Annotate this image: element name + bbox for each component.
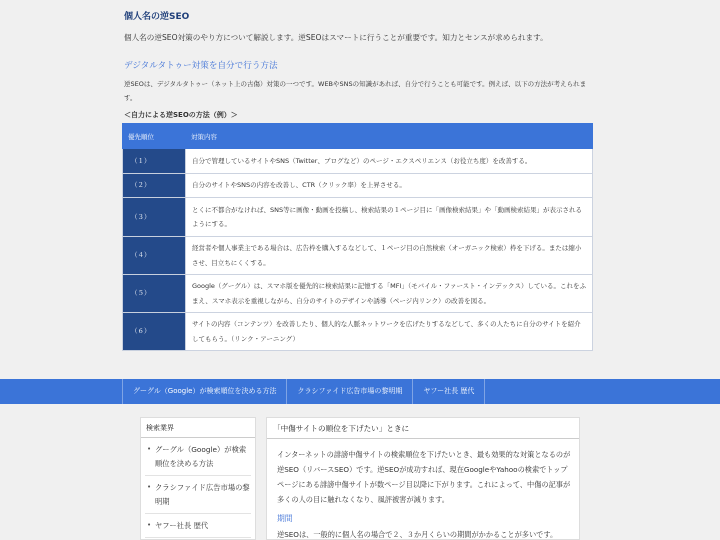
- nav-link-google-ranking[interactable]: グーグル（Google）が検索順位を決める方法: [122, 379, 287, 404]
- table-row: [123, 275, 593, 313]
- nav-link-yahoo-presidents[interactable]: ヤフー社長 歴代: [413, 379, 485, 404]
- header-content: 対策内容: [186, 124, 593, 149]
- table-header-row: [123, 124, 593, 149]
- methods-table: [122, 123, 593, 351]
- content-cell: とくに不都合がなければ、SNS等に画像・動画を投稿し、検索結果の１ページ目に「画像検索結果」や「動画検索結果」が表示されるようにする。: [186, 198, 593, 237]
- sidebar: [140, 417, 256, 540]
- content-text-period: 逆SEOは、一般的に個人名の場合で２、３か月くらいの期間がかかることが多いです。: [277, 530, 558, 539]
- table-row: [123, 313, 593, 351]
- sidebar-title: 検索業界: [141, 418, 255, 438]
- table-caption: ＜自力による逆SEOの方法（例）＞: [124, 111, 238, 119]
- article: [122, 0, 596, 351]
- content-subheading: 期間: [277, 514, 293, 523]
- nav-bar: [0, 379, 720, 404]
- content-cell: 自分のサイトやSNSの内容を改善し、CTR（クリック率）を上昇させる。: [186, 174, 593, 198]
- sidebar-item-yahoo-presidents[interactable]: • ヤフー社長 歴代: [145, 514, 251, 538]
- sidebar-item-google-ranking[interactable]: • グーグル（Google）が検索順位を決める方法: [145, 438, 251, 476]
- sidebar-list: [141, 438, 255, 538]
- sidebar-item-classified-ads[interactable]: • クラシファイド広告市場の黎明期: [145, 476, 251, 514]
- section-text: 逆SEOは、デジタルタトゥー（ネット上の古傷）対策の一つです。WEBやSNSの知識があれば、自分で行うことも可能です。例えば、以下の方法が考えられます。: [124, 80, 587, 102]
- rank-cell: （１）: [123, 149, 186, 174]
- nav-menu: [122, 379, 485, 404]
- table-row: [123, 149, 593, 174]
- intro-text: 個人名の逆SEO対策のやり方について解説します。逆SEOはスマートに行うことが重要です。知力とセンスが求められます。: [124, 33, 548, 42]
- content-cell: サイトの内容（コンテンツ）を改善したり、個人的な人脈ネットワークを広げたりするなどして、多くの人たちに自分のサイトを紹介してもらう。（リンク・アーニング）: [186, 313, 593, 351]
- rank-cell: （３）: [123, 198, 186, 237]
- rank-cell: （４）: [123, 237, 186, 275]
- header-rank: 優先順位: [123, 124, 186, 149]
- content-title: 「中傷サイトの順位を下げたい」ときに: [267, 418, 579, 439]
- rank-cell: （２）: [123, 174, 186, 198]
- content-cell: 経営者や個人事業主である場合は、広告枠を購入するなどして、１ページ目の自然検索（オーガニック検索）枠を下げる。または縮小させ、目立ちにくくする。: [186, 237, 593, 275]
- rank-cell: （５）: [123, 275, 186, 313]
- section-heading: デジタルタトゥー対策を自分で行う方法: [124, 61, 278, 71]
- rank-cell: （６）: [123, 313, 186, 351]
- table-row: [123, 237, 593, 275]
- nav-link-classified-ads[interactable]: クラシファイド広告市場の黎明期: [287, 379, 413, 404]
- content-text: インターネットの誹謗中傷サイトの検索順位を下げたいとき、最も効果的な対策となるのが逆SEO（リバースSEO）です。逆SEOが成功すれば、現在GoogleやYahooの検索でトップページにある誹謗中傷サイトが数ページ目以降に下がります。これによって、中傷の記事が多くの人の目に触れなくなり、風評被害が減ります。: [277, 450, 571, 504]
- table-row: [123, 198, 593, 237]
- content-cell: Google（グーグル）は、スマホ版を優先的に検索結果に記憶する「MFI」（モバイル・ファースト・インデックス）している。これをふまえ、スマホ表示を重視しながら、自分のサイトのデザインや誘導（ページ内リンク）の改善を図る。: [186, 275, 593, 313]
- content-panel: [266, 417, 580, 540]
- page-title: 個人名の逆SEO: [124, 12, 190, 22]
- table-row: [123, 174, 593, 198]
- content-cell: 自分で管理しているサイトやSNS（Twitter、ブログなど）のページ・エクスペリエンス（お役立ち度）を改善する。: [186, 149, 593, 174]
